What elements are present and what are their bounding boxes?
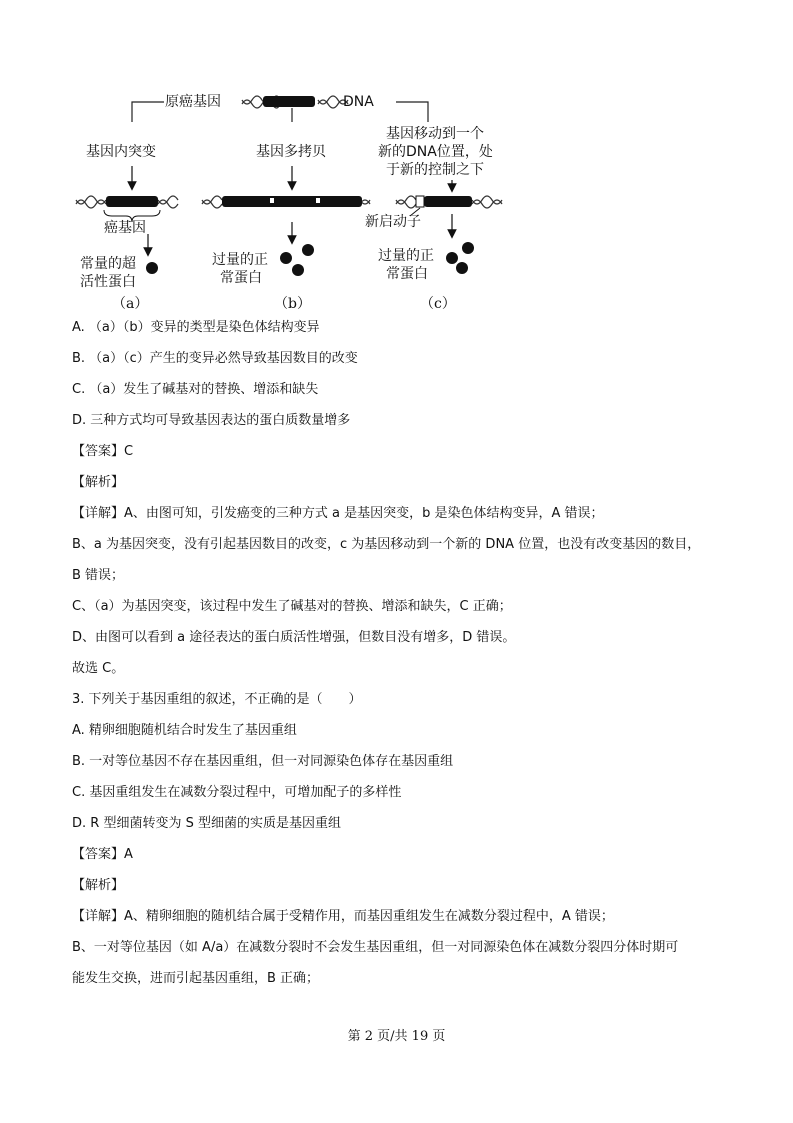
caption-b: （b） xyxy=(274,296,311,312)
branch-c-label-line2: 新的DNA位置，处 xyxy=(378,144,493,160)
oncogene-activation-diagram xyxy=(60,82,740,312)
result-a-line1: 常量的超 xyxy=(80,256,136,272)
result-c-line2: 常蛋白 xyxy=(386,266,428,282)
text-line: B、一对等位基因（如 A/a）在减数分裂时不会发生基因重组，但一对同源染色体在减数分裂四分体时期可 xyxy=(72,940,679,955)
protein-dot-b1 xyxy=(280,252,292,264)
question-text-block xyxy=(72,318,732,1000)
result-b-line1: 过量的正 xyxy=(212,252,268,268)
text-line: 能发生交换，进而引起基因重组，B 正确； xyxy=(72,971,320,986)
text-line: 【详解】A、由图可知，引发癌变的三种方式 a 是基因突变，b 是染色体结构变异，A 错误； xyxy=(72,506,604,521)
new-promoter-label: 新启动子 xyxy=(365,214,421,230)
branch-c-label-line3: 于新的控制之下 xyxy=(386,162,484,178)
protein-dot-a xyxy=(146,262,158,274)
text-line: D. R 型细菌转变为 S 型细菌的实质是基因重组 xyxy=(72,816,341,831)
text-line: B 错误； xyxy=(72,568,125,583)
branch-a-label: 基因内突变 xyxy=(86,144,156,160)
page-footer: 第 2 页/共 19 页 xyxy=(347,1029,446,1044)
analysis-label: 【解析】 xyxy=(72,475,125,490)
answer-label: 【答案】A xyxy=(72,847,133,862)
protein-dot-c1 xyxy=(446,252,458,264)
new-promoter-box xyxy=(416,196,424,207)
analysis-label: 【解析】 xyxy=(72,878,125,893)
protein-dot-b2 xyxy=(302,244,314,256)
text-line: B. 一对等位基因不存在基因重组，但一对同源染色体存在基因重组 xyxy=(72,754,454,769)
text-line: C、（a）为基因突变，该过程中发生了碱基对的替换、增添和缺失，C 正确； xyxy=(72,599,512,614)
dna-label: DNA xyxy=(343,94,374,110)
text-line: D、由图可以看到 a 途径表达的蛋白质活性增强，但数目没有增多，D 错误。 xyxy=(72,630,516,645)
caption-c: （c） xyxy=(420,296,456,312)
text-line: B. （a）（c）产生的变异必然导致基因数目的改变 xyxy=(72,351,358,366)
text-line: A. （a）（b）变异的类型是染色体结构变异 xyxy=(72,320,320,335)
oncogene-label: 癌基因 xyxy=(104,220,146,236)
proto-oncogene-bar xyxy=(263,96,315,107)
branch-b-label: 基因多拷贝 xyxy=(256,144,326,160)
oncogene-bar-a xyxy=(106,196,158,207)
proto-oncogene-label: 原癌基因 xyxy=(165,94,221,110)
protein-dot-c3 xyxy=(456,262,468,274)
relocated-gene-bar xyxy=(424,196,472,207)
text-line: C. （a）发生了碱基对的替换、增添和缺失 xyxy=(72,382,319,397)
caption-a: （a） xyxy=(112,296,149,312)
protein-dot-b3 xyxy=(292,264,304,276)
text-line: B、a 为基因突变，没有引起基因数目的改变，c 为基因移动到一个新的 DNA 位置，也没有改变基因的数目， xyxy=(72,537,701,552)
text-line: A. 精卵细胞随机结合时发生了基因重组 xyxy=(72,723,297,738)
question-3-stem: 3. 下列关于基因重组的叙述，不正确的是（ ） xyxy=(72,692,362,707)
text-line: 【详解】A、精卵细胞的随机结合属于受精作用，而基因重组发生在减数分裂过程中，A 错误； xyxy=(72,909,614,924)
protein-dot-c2 xyxy=(462,242,474,254)
result-a-line2: 活性蛋白 xyxy=(80,274,136,290)
text-line: C. 基因重组发生在减数分裂过程中，可增加配子的多样性 xyxy=(72,785,402,800)
text-line: D. 三种方式均可导致基因表达的蛋白质数量增多 xyxy=(72,413,351,428)
branch-c-label-line1: 基因移动到一个 xyxy=(386,126,484,142)
result-b-line2: 常蛋白 xyxy=(220,270,262,286)
result-c-line1: 过量的正 xyxy=(378,248,434,264)
text-line: 故选 C。 xyxy=(72,661,125,676)
amplified-gene-bar xyxy=(222,196,362,207)
answer-label: 【答案】C xyxy=(72,444,134,459)
